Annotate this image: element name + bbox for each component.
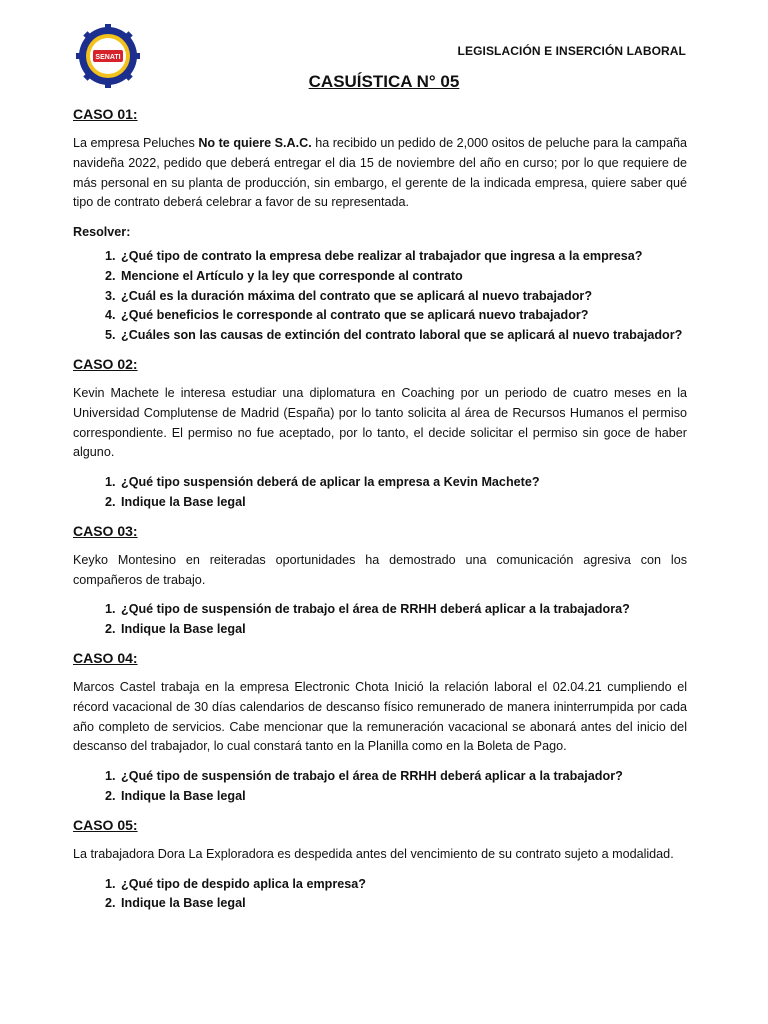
paragraph-text: La empresa Peluches bbox=[73, 136, 199, 150]
case-title: CASO 01: bbox=[73, 106, 138, 122]
question-item: 3. ¿Cuál es la duración máxima del contrato que se aplicará al nuevo trabajador? bbox=[119, 287, 687, 307]
logo-text: SENATI bbox=[95, 54, 121, 61]
course-name: LEGISLACIÓN E INSERCIÓN LABORAL bbox=[457, 44, 686, 58]
question-list bbox=[73, 473, 687, 513]
case-04 bbox=[73, 648, 687, 807]
question-item: 1. ¿Qué tipo suspensión deberá de aplicar la empresa a Kevin Machete? bbox=[119, 473, 687, 493]
case-paragraph bbox=[73, 134, 687, 213]
case-title: CASO 05: bbox=[73, 816, 138, 833]
question-item: 2. Mencione el Artículo y la ley que corresponde al contrato bbox=[119, 267, 687, 287]
question-item: 2. Indique la Base legal bbox=[119, 620, 687, 640]
case-05 bbox=[73, 815, 687, 914]
case-title: CASO 03: bbox=[73, 522, 138, 539]
question-item: 2. Indique la Base legal bbox=[119, 493, 687, 513]
company-name: No te quiere S.A.C. bbox=[198, 136, 312, 150]
question-item: 2. Indique la Base legal bbox=[119, 787, 687, 807]
case-title: CASO 04: bbox=[73, 649, 138, 666]
question-list bbox=[73, 247, 687, 346]
case-title: CASO 02: bbox=[73, 355, 138, 372]
resolver-label: Resolver: bbox=[73, 225, 131, 240]
question-item: 4. ¿Qué beneficios le corresponde al contrato que se aplicará nuevo trabajador? bbox=[119, 306, 687, 326]
case-paragraph: Kevin Machete le interesa estudiar una diplomatura en Coaching por un periodo de cuatro meses en la Universidad Complutense de Madrid (España) por lo tanto solicita al área de Recursos Humanos el permiso correspondiente. El permiso no fue aceptado, por lo tanto, el decide solicitar el permiso sin goce de haber alguno. bbox=[73, 385, 687, 460]
question-list bbox=[73, 767, 687, 807]
case-01 bbox=[73, 104, 687, 346]
case-paragraph: La trabajadora Dora La Exploradora es despedida antes del vencimiento de su contrato sujeto a modalidad. bbox=[73, 846, 674, 861]
document-body bbox=[73, 104, 687, 922]
paragraph-text: ha recibido un pedido de 2,000 ositos de peluche para la campaña navideña 2022, pedido que deberá entregar el dia 15 de noviembre del año en curso; por lo que requiere de más personal en su planta de producción, sin embargo, el gerente de la indicada empresa, quiere saber qué tipo de contrato deberá celebrar a favor de su representada. bbox=[73, 136, 687, 210]
page-title: CASUÍSTICA N° 05 bbox=[308, 72, 460, 91]
question-list bbox=[73, 600, 687, 640]
question-item: 2. Indique la Base legal bbox=[119, 894, 687, 914]
question-item: 1. ¿Qué tipo de suspensión de trabajo el área de RRHH deberá aplicar a la trabajador? bbox=[119, 767, 687, 787]
question-item: 5. ¿Cuáles son las causas de extinción del contrato laboral que se aplicará al nuevo trabajador? bbox=[119, 326, 687, 346]
question-list bbox=[73, 875, 687, 915]
question-item: 1. ¿Qué tipo de contrato la empresa debe realizar al trabajador que ingresa a la empresa? bbox=[119, 247, 687, 267]
question-item: 1. ¿Qué tipo de despido aplica la empresa? bbox=[119, 875, 687, 895]
question-item: 1. ¿Qué tipo de suspensión de trabajo el área de RRHH deberá aplicar a la trabajadora? bbox=[119, 600, 687, 620]
case-paragraph: Keyko Montesino en reiteradas oportunidades ha demostrado una comunicación agresiva con los compañeros de trabajo. bbox=[73, 552, 687, 587]
case-02 bbox=[73, 354, 687, 513]
case-paragraph: Marcos Castel trabaja en la empresa Electronic Chota Inició la relación laboral el 02.04.21 cumpliendo el récord vacacional de 30 días calendarios de descanso físico remunerado de manera ininterrumpida por cada año completo de servicios. Cabe mencionar que la remuneración vacacional se abonará antes del inicio del descanso del trabajador, lo cual constará tanto en la Planilla como en la Boleta de Pago. bbox=[73, 679, 687, 754]
case-03 bbox=[73, 521, 687, 640]
